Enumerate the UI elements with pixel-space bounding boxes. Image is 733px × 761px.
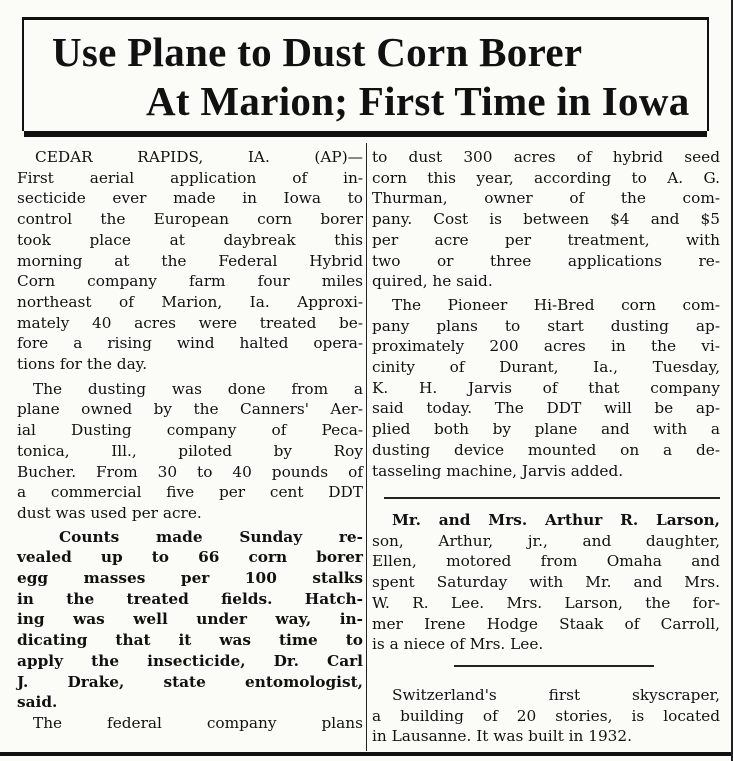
- article-line: morning at the Federal Hybrid: [17, 251, 363, 270]
- article-line: a commercial five per cent DDT: [17, 483, 363, 502]
- social-item: [372, 510, 720, 655]
- filler-line: in Lausanne. It was built in 1932.: [372, 727, 633, 746]
- filler-item: [372, 685, 720, 747]
- column-divider: [366, 143, 367, 751]
- article-line: The Pioneer Hi-Bred corn com-: [392, 295, 720, 314]
- social-item-lead: Mr. and Mrs. Arthur R. Larson,: [392, 511, 720, 529]
- article-line: quired, he said.: [372, 272, 493, 291]
- article-line: to dust 300 acres of hybrid seed: [372, 148, 720, 166]
- headline-box-shadow: [24, 131, 707, 137]
- article-line: tonica, Ill., piloted by Roy: [17, 441, 363, 460]
- article-line: K. H. Jarvis of that company: [372, 378, 720, 397]
- bottom-rule: [0, 752, 733, 756]
- article-line-bold: in the treated fields. Hatch-: [17, 589, 363, 608]
- social-item-line: is a niece of Mrs. Lee.: [372, 635, 544, 654]
- article-line: control the European corn borer: [17, 210, 363, 229]
- social-item-line: mer Irene Hodge Staak of Carroll,: [372, 614, 720, 633]
- headline-line-1: Use Plane to Dust Corn Borer: [52, 29, 583, 75]
- article-line: dusting device mounted on a de-: [372, 440, 720, 459]
- social-item-line: spent Saturday with Mr. and Mrs.: [372, 573, 720, 592]
- article-column-1: [17, 147, 363, 734]
- article-line-bold: Counts made Sunday re-: [59, 527, 363, 546]
- social-item-line: son, Arthur, jr., and daughter,: [372, 531, 720, 550]
- article-line: took place at daybreak this: [17, 230, 363, 249]
- article-line-bold: apply the insecticide, Dr. Carl: [17, 651, 363, 670]
- article-line: northeast of Marion, Ia. Approxi-: [17, 292, 363, 311]
- article-line: plied both by plane and with a: [372, 420, 720, 439]
- item-divider: [384, 497, 720, 499]
- article-column-2: [372, 147, 720, 481]
- article-line-bold: J. Drake, state entomologist,: [17, 672, 363, 691]
- article-line: tions for the day.: [17, 355, 148, 374]
- article-line: fore a rising wind halted opera-: [17, 334, 363, 353]
- article-line: Thurman, owner of the com-: [372, 189, 720, 208]
- article-line-bold: egg masses per 100 stalks: [17, 569, 363, 588]
- headline-line-2: At Marion; First Time in Iowa: [146, 78, 690, 124]
- article-line-bold: said.: [17, 693, 58, 712]
- article-line: The federal company plans: [33, 713, 363, 732]
- article-line: The dusting was done from a: [33, 379, 363, 398]
- article-line: Corn company farm four miles: [17, 272, 363, 291]
- article-line: proximately 200 acres in the vi-: [372, 337, 720, 356]
- social-item-line: Ellen, motored from Omaha and: [372, 552, 720, 571]
- article-line-bold: vealed up to 66 corn borer: [17, 548, 363, 567]
- article-line-bold: dicating that it was time to: [17, 631, 363, 650]
- article-line: CEDAR RAPIDS, IA. (AP)—: [35, 148, 363, 166]
- filler-line: a building of 20 stories, is located: [372, 706, 720, 725]
- article-line: secticide ever made in Iowa to: [17, 189, 363, 208]
- article-line: said today. The DDT will be ap-: [372, 399, 720, 418]
- filler-line: Switzerland's first skyscraper,: [392, 686, 720, 704]
- article-line: dust was used per acre.: [17, 503, 202, 522]
- article-line: corn this year, according to A. G.: [372, 168, 720, 187]
- article-line: Bucher. From 30 to 40 pounds of: [17, 462, 363, 481]
- article-line: ial Dusting company of Peca-: [17, 421, 363, 440]
- article-line: cinity of Durant, Ia., Tuesday,: [372, 358, 720, 377]
- article-line: two or three applications re-: [372, 251, 720, 270]
- article-line: plane owned by the Canners' Aer-: [17, 400, 363, 419]
- article-line: mately 40 acres were treated be-: [17, 313, 363, 332]
- article-line: tasseling machine, Jarvis added.: [372, 461, 624, 480]
- item-divider: [454, 665, 654, 667]
- article-line: per acre per treatment, with: [372, 230, 720, 249]
- article-line: First aerial application of in-: [17, 168, 363, 187]
- article-line-bold: ing was well under way, in-: [17, 610, 363, 629]
- social-item-line: W. R. Lee. Mrs. Larson, the for-: [372, 593, 720, 612]
- article-line: pany. Cost is between $4 and $5: [372, 210, 720, 229]
- article-line: pany plans to start dusting ap-: [372, 316, 720, 335]
- headline-box: [22, 17, 709, 131]
